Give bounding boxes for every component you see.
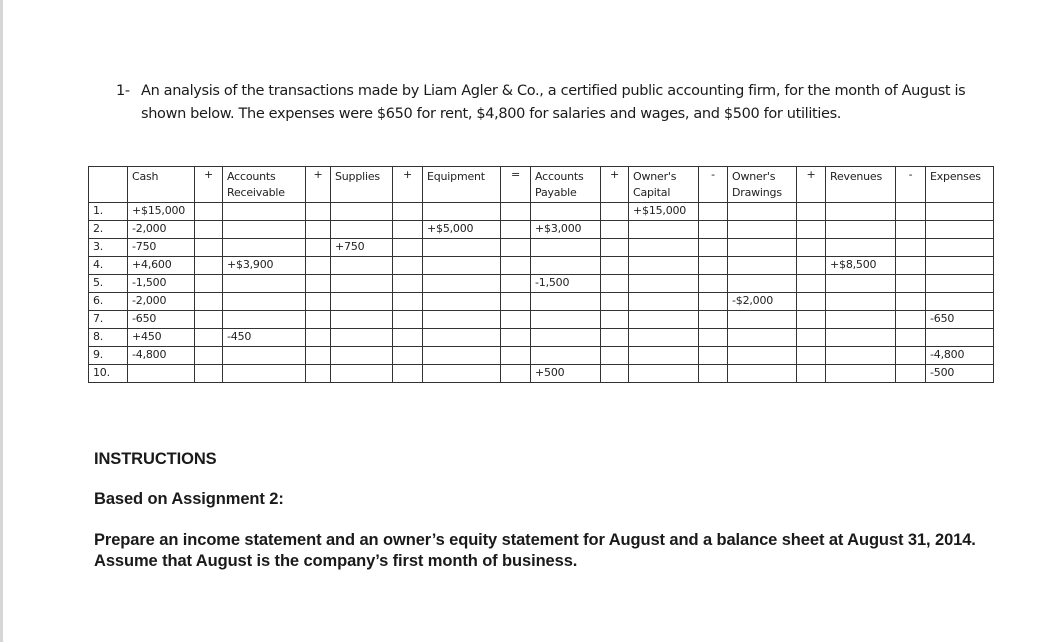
table-cell	[601, 275, 629, 293]
table-row	[89, 293, 994, 311]
table-cell	[223, 293, 306, 311]
table-cell	[531, 329, 601, 347]
table-cell	[926, 293, 994, 311]
table-cell	[393, 221, 423, 239]
table-cell	[501, 275, 531, 293]
table-cell	[699, 347, 728, 365]
table-cell: -450	[223, 329, 306, 347]
table-cell	[306, 311, 331, 329]
table-cell	[826, 275, 896, 293]
header-operator: -	[896, 167, 926, 203]
table-cell	[896, 257, 926, 275]
table-row	[89, 365, 994, 383]
table-cell	[393, 311, 423, 329]
table-cell	[896, 347, 926, 365]
table-cell	[601, 257, 629, 275]
header-cell: Owner's Capital	[629, 167, 699, 203]
table-row	[89, 203, 994, 221]
table-cell	[306, 257, 331, 275]
table-cell	[195, 221, 223, 239]
row-number-cell: 8.	[89, 329, 128, 347]
table-cell	[601, 221, 629, 239]
header-cell-row-number	[89, 167, 128, 203]
question	[116, 80, 996, 126]
table-cell	[896, 275, 926, 293]
table-cell	[797, 221, 826, 239]
table-body	[89, 203, 994, 383]
table-cell	[501, 329, 531, 347]
row-number-cell: 9.	[89, 347, 128, 365]
table-cell	[195, 311, 223, 329]
table-cell	[393, 257, 423, 275]
table-cell	[728, 275, 797, 293]
table-cell	[195, 365, 223, 383]
table-cell	[728, 347, 797, 365]
table-cell	[501, 203, 531, 221]
table-cell: -650	[128, 311, 195, 329]
transaction-analysis-table	[88, 166, 994, 383]
table-cell	[531, 203, 601, 221]
table-cell	[699, 365, 728, 383]
table-cell	[797, 275, 826, 293]
table-cell	[195, 347, 223, 365]
table-cell	[331, 365, 393, 383]
table-cell	[728, 221, 797, 239]
row-number-cell: 1.	[89, 203, 128, 221]
table-cell	[629, 239, 699, 257]
table-cell	[501, 257, 531, 275]
header-operator: +	[601, 167, 629, 203]
table-cell: +450	[128, 329, 195, 347]
table-cell	[423, 275, 501, 293]
table-row	[89, 311, 994, 329]
table-cell	[501, 221, 531, 239]
table-cell	[393, 239, 423, 257]
table-cell	[393, 203, 423, 221]
header-operator: -	[699, 167, 728, 203]
table-cell	[699, 221, 728, 239]
table-cell	[728, 257, 797, 275]
table-cell	[501, 365, 531, 383]
header-cell: Equipment	[423, 167, 501, 203]
header-cell: Supplies	[331, 167, 393, 203]
table-cell	[797, 311, 826, 329]
table-cell	[699, 275, 728, 293]
table-cell	[331, 293, 393, 311]
table-cell	[195, 257, 223, 275]
table-cell	[826, 365, 896, 383]
table-cell: +$15,000	[128, 203, 195, 221]
table-cell	[797, 347, 826, 365]
table-cell	[195, 239, 223, 257]
row-number-cell: 10.	[89, 365, 128, 383]
table-cell	[926, 257, 994, 275]
table-cell: +$8,500	[826, 257, 896, 275]
header-cell: Accounts Payable	[531, 167, 601, 203]
table-cell	[501, 293, 531, 311]
table-row	[89, 257, 994, 275]
table-cell	[423, 293, 501, 311]
table-cell	[306, 293, 331, 311]
row-number-cell: 3.	[89, 239, 128, 257]
page-left-border	[0, 0, 3, 642]
table-cell	[223, 311, 306, 329]
table-cell	[629, 221, 699, 239]
table-cell	[896, 293, 926, 311]
table-cell	[826, 293, 896, 311]
table-cell	[826, 311, 896, 329]
question-number: 1-	[116, 83, 130, 99]
table-cell	[728, 239, 797, 257]
header-operator: =	[501, 167, 531, 203]
table-cell	[728, 311, 797, 329]
table-cell	[896, 221, 926, 239]
table-cell: +4,600	[128, 257, 195, 275]
header-cell: Revenues	[826, 167, 896, 203]
table-cell	[629, 293, 699, 311]
table-cell	[223, 275, 306, 293]
table-cell	[699, 203, 728, 221]
instructions-body: Prepare an income statement and an owner’s equity statement for August and a balance sheet at August 31, 2014. Assume that August is the company’s first month of business.	[94, 531, 976, 570]
table-cell: -4,800	[926, 347, 994, 365]
table-row	[89, 329, 994, 347]
table-cell: +$5,000	[423, 221, 501, 239]
table-cell	[306, 275, 331, 293]
table-cell	[629, 275, 699, 293]
table-cell	[797, 365, 826, 383]
table-cell	[896, 239, 926, 257]
table-cell	[223, 221, 306, 239]
table-cell	[195, 203, 223, 221]
table-cell	[306, 221, 331, 239]
instructions-based-on: Based on Assignment 2:	[94, 490, 284, 508]
table-cell	[306, 239, 331, 257]
table-cell	[195, 329, 223, 347]
row-number-cell: 5.	[89, 275, 128, 293]
table-cell	[926, 239, 994, 257]
table-header-row	[89, 167, 994, 203]
table-cell: -750	[128, 239, 195, 257]
table-cell	[629, 257, 699, 275]
table-cell	[331, 221, 393, 239]
table-cell	[501, 311, 531, 329]
table-cell	[195, 275, 223, 293]
table-cell	[629, 311, 699, 329]
header-operator: +	[306, 167, 331, 203]
table-cell	[223, 239, 306, 257]
table-cell	[331, 347, 393, 365]
table-cell	[531, 347, 601, 365]
table-cell	[331, 311, 393, 329]
table-cell	[896, 311, 926, 329]
table-cell	[896, 329, 926, 347]
table-cell: -1,500	[128, 275, 195, 293]
table-cell	[629, 329, 699, 347]
header-cell: Cash	[128, 167, 195, 203]
table-cell	[223, 347, 306, 365]
header-operator: +	[195, 167, 223, 203]
table-cell: +500	[531, 365, 601, 383]
row-number-cell: 7.	[89, 311, 128, 329]
table-cell: +$3,900	[223, 257, 306, 275]
header-cell: Expenses	[926, 167, 994, 203]
table-cell	[423, 311, 501, 329]
table-cell	[896, 365, 926, 383]
row-number-cell: 4.	[89, 257, 128, 275]
table-cell	[331, 257, 393, 275]
table-cell	[306, 203, 331, 221]
table-cell	[423, 347, 501, 365]
table-cell	[699, 293, 728, 311]
header-cell: Owner's Drawings	[728, 167, 797, 203]
table-cell	[531, 293, 601, 311]
table-row	[89, 221, 994, 239]
table-cell	[393, 365, 423, 383]
table-cell	[331, 329, 393, 347]
table-cell	[797, 203, 826, 221]
table-cell: -$2,000	[728, 293, 797, 311]
table-cell	[223, 203, 306, 221]
question-text: An analysis of the transactions made by Liam Agler & Co., a certified public accounting firm, for the month of August is shown below. The expenses were $650 for rent, $4,800 for salaries and wages, and $500 for utilities.	[141, 83, 966, 122]
table-cell	[826, 347, 896, 365]
table-cell	[728, 365, 797, 383]
table-cell	[531, 257, 601, 275]
table-cell: +$15,000	[629, 203, 699, 221]
table-cell	[601, 329, 629, 347]
table-cell	[423, 365, 501, 383]
table-cell	[423, 203, 501, 221]
table-cell	[826, 239, 896, 257]
table-row	[89, 275, 994, 293]
table-cell	[531, 311, 601, 329]
table-cell	[699, 329, 728, 347]
table-cell	[306, 329, 331, 347]
table-cell	[601, 365, 629, 383]
table-row	[89, 239, 994, 257]
table-cell	[306, 365, 331, 383]
table-cell: +$3,000	[531, 221, 601, 239]
table-cell	[728, 203, 797, 221]
table-cell	[797, 329, 826, 347]
table-cell: -4,800	[128, 347, 195, 365]
row-number-cell: 6.	[89, 293, 128, 311]
table-cell	[699, 311, 728, 329]
table-cell	[601, 239, 629, 257]
table-cell	[629, 365, 699, 383]
table-cell	[393, 329, 423, 347]
table-cell	[797, 293, 826, 311]
table-cell	[826, 221, 896, 239]
table-cell	[926, 275, 994, 293]
table-cell	[306, 347, 331, 365]
table-cell	[423, 239, 501, 257]
table-cell	[195, 293, 223, 311]
table-cell	[826, 203, 896, 221]
table-cell	[128, 365, 195, 383]
table-cell	[501, 347, 531, 365]
table-cell	[797, 239, 826, 257]
table-cell	[601, 311, 629, 329]
table-cell	[728, 329, 797, 347]
header-cell: Accounts Receivable	[223, 167, 306, 203]
table-cell: -650	[926, 311, 994, 329]
table-cell	[926, 221, 994, 239]
table-cell	[629, 347, 699, 365]
table-cell	[601, 347, 629, 365]
table-cell: -2,000	[128, 293, 195, 311]
table-cell	[926, 329, 994, 347]
table-cell	[393, 275, 423, 293]
table-cell	[531, 239, 601, 257]
table-cell	[393, 293, 423, 311]
table-cell	[223, 365, 306, 383]
table-cell: -2,000	[128, 221, 195, 239]
table-cell	[826, 329, 896, 347]
table-cell	[601, 293, 629, 311]
header-operator: +	[393, 167, 423, 203]
table-cell	[501, 239, 531, 257]
table-cell	[699, 239, 728, 257]
table-cell	[926, 203, 994, 221]
table-cell	[699, 257, 728, 275]
table-cell	[423, 329, 501, 347]
table-cell	[797, 257, 826, 275]
instructions-title: INSTRUCTIONS	[94, 450, 217, 468]
table-cell	[601, 203, 629, 221]
table-cell	[896, 203, 926, 221]
table-cell: +750	[331, 239, 393, 257]
header-operator: +	[797, 167, 826, 203]
table-row	[89, 347, 994, 365]
row-number-cell: 2.	[89, 221, 128, 239]
table-cell: -500	[926, 365, 994, 383]
table-cell	[331, 275, 393, 293]
table-cell: -1,500	[531, 275, 601, 293]
table-cell	[423, 257, 501, 275]
table-cell	[393, 347, 423, 365]
table-cell	[331, 203, 393, 221]
